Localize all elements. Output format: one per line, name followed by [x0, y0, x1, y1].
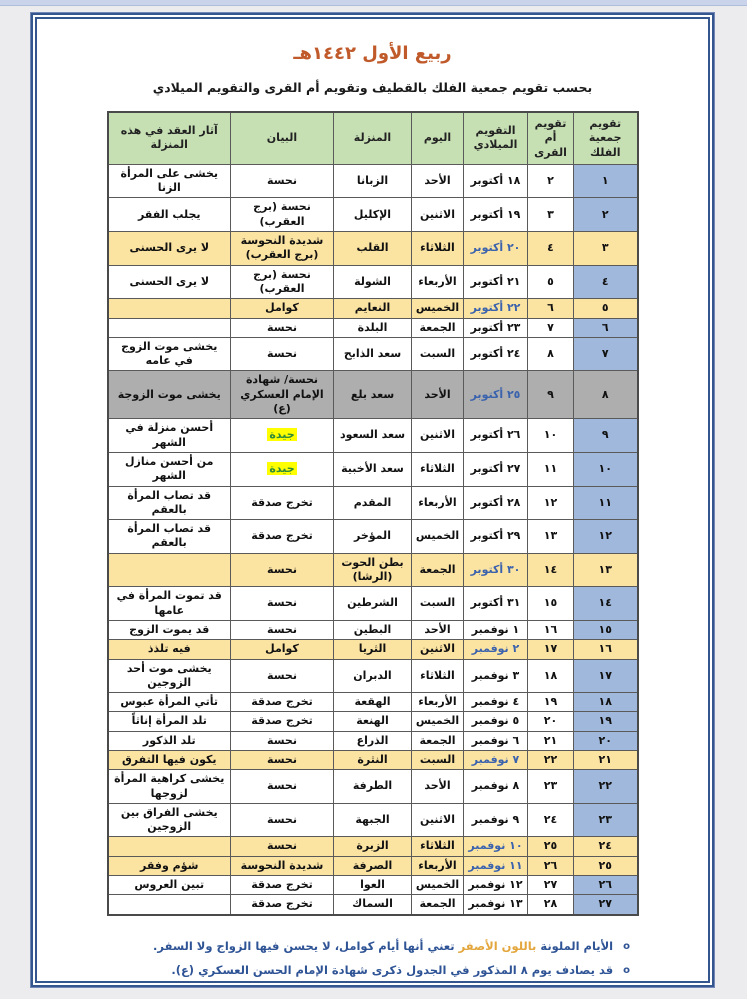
cell-ummalqura-day: ٢٣ [528, 770, 574, 804]
cell-statement: تخرج صدقة [231, 520, 334, 554]
table-row [108, 693, 638, 712]
header-row [108, 112, 638, 164]
table-row [108, 553, 638, 587]
cell-falak-day: ٢١ [574, 750, 638, 769]
column-header-1: تقويم أم القرى [528, 112, 574, 164]
page-edge-strip [0, 0, 747, 6]
cell-lunar-mansion: سعد السعود [334, 419, 412, 453]
table-row [108, 750, 638, 769]
cell-ummalqura-day: ٦ [528, 299, 574, 318]
cell-falak-day: ٧ [574, 337, 638, 371]
cell-statement: شديدة النحوسة (برج العقرب) [231, 232, 334, 266]
cell-lunar-mansion: سعد بلع [334, 371, 412, 419]
cell-weekday: الثلاثاء [412, 452, 464, 486]
cell-lunar-mansion: الصرفة [334, 856, 412, 875]
cell-falak-day: ٢ [574, 198, 638, 232]
table-row [108, 731, 638, 750]
cell-weekday: الثلاثاء [412, 659, 464, 693]
column-header-6: آثار العقد في هذه المنزلة [108, 112, 231, 164]
table-row [108, 299, 638, 318]
cell-statement: شديدة النحوسة [231, 856, 334, 875]
page-subtitle: بحسب تقويم جمعية الفلك بالقطيف وتقويم أم القرى والتقويم الميلادي [152, 80, 593, 95]
cell-falak-day: ٣ [574, 232, 638, 266]
table-row [108, 712, 638, 731]
cell-ummalqura-day: ١٣ [528, 520, 574, 554]
cell-lunar-mansion: البطين [334, 620, 412, 639]
cell-weekday: الأربعاء [412, 856, 464, 875]
table-row [108, 895, 638, 915]
cell-statement: نحسة [231, 750, 334, 769]
cell-marriage-effects: قد تموت المرأة في عامها [108, 587, 231, 621]
highlighted-good-day: جيدة [269, 462, 295, 476]
cell-gregorian-date: ١٩ أكتوبر [464, 198, 528, 232]
cell-ummalqura-day: ٤ [528, 232, 574, 266]
cell-falak-day: ٤ [574, 265, 638, 299]
cell-statement: كوامل [231, 640, 334, 659]
table-row [108, 837, 638, 856]
footnotes [37, 934, 708, 982]
cell-marriage-effects: قد يموت الزوج [108, 620, 231, 639]
cell-weekday: الأربعاء [412, 265, 464, 299]
cell-falak-day: ١٢ [574, 520, 638, 554]
cell-falak-day: ١٤ [574, 587, 638, 621]
cell-lunar-mansion: النعايم [334, 299, 412, 318]
cell-ummalqura-day: ٩ [528, 371, 574, 419]
cell-gregorian-date: ٢٧ أكتوبر [464, 452, 528, 486]
table-row [108, 371, 638, 419]
cell-ummalqura-day: ١٥ [528, 587, 574, 621]
cell-statement: كوامل [231, 299, 334, 318]
cell-lunar-mansion: القلب [334, 232, 412, 266]
cell-falak-day: ٢٤ [574, 837, 638, 856]
cell-statement: نحسة (برج العقرب) [231, 265, 334, 299]
cell-marriage-effects [108, 895, 231, 915]
cell-weekday: الأحد [412, 164, 464, 198]
cell-weekday: السبت [412, 750, 464, 769]
cell-statement: نحسة [231, 337, 334, 371]
cell-ummalqura-day: ١٦ [528, 620, 574, 639]
bullet-icon: o [623, 940, 630, 952]
cell-gregorian-date: ٣ نوفمبر [464, 659, 528, 693]
cell-falak-day: ١٣ [574, 553, 638, 587]
cell-ummalqura-day: ٥ [528, 265, 574, 299]
cell-statement: نحسة [231, 620, 334, 639]
table-row [108, 486, 638, 520]
cell-lunar-mansion: النثرة [334, 750, 412, 769]
footnote-text: قد يصادف يوم ٨ المذكور في الجدول ذكرى شهادة الإمام الحسن العسكري (ع). [171, 962, 614, 977]
cell-gregorian-date: ٢ نوفمبر [464, 640, 528, 659]
table-row [108, 265, 638, 299]
cell-falak-day: ١٥ [574, 620, 638, 639]
cell-gregorian-date: ١٢ نوفمبر [464, 876, 528, 895]
cell-statement: نحسة [231, 553, 334, 587]
cell-falak-day: ١٧ [574, 659, 638, 693]
cell-marriage-effects: شؤم وفقر [108, 856, 231, 875]
cell-statement: نحسة [231, 770, 334, 804]
cell-gregorian-date: ٩ نوفمبر [464, 803, 528, 837]
cell-gregorian-date: ٢٩ أكتوبر [464, 520, 528, 554]
cell-weekday: الاثنين [412, 803, 464, 837]
cell-marriage-effects: يخشى على المرأة الزنا [108, 164, 231, 198]
column-header-3: اليوم [412, 112, 464, 164]
cell-marriage-effects: يخشى الفراق بين الزوجين [108, 803, 231, 837]
cell-marriage-effects: يجلب الفقر [108, 198, 231, 232]
cell-lunar-mansion: الدبران [334, 659, 412, 693]
footnote-imam-day [77, 958, 630, 982]
cell-gregorian-date: ٦ نوفمبر [464, 731, 528, 750]
cell-ummalqura-day: ٢٤ [528, 803, 574, 837]
cell-ummalqura-day: ١٤ [528, 553, 574, 587]
cell-gregorian-date: ١٨ أكتوبر [464, 164, 528, 198]
cell-marriage-effects: يكون فيها التفرق [108, 750, 231, 769]
cell-weekday: الخميس [412, 712, 464, 731]
cell-gregorian-date: ٢٥ أكتوبر [464, 371, 528, 419]
cell-marriage-effects: قد تصاب المرأة بالعقم [108, 486, 231, 520]
cell-marriage-effects [108, 553, 231, 587]
cell-gregorian-date: ٣٠ أكتوبر [464, 553, 528, 587]
cell-lunar-mansion: الهقعة [334, 693, 412, 712]
cell-statement [231, 419, 334, 453]
calendar-table-body [108, 164, 638, 914]
table-row [108, 318, 638, 337]
cell-lunar-mansion: الثريا [334, 640, 412, 659]
footnote-colored-days [77, 934, 630, 958]
cell-ummalqura-day: ١٠ [528, 419, 574, 453]
yellow-color-mention: باللون الأصفر [458, 938, 537, 953]
cell-marriage-effects: يخشى موت أحد الزوجين [108, 659, 231, 693]
cell-ummalqura-day: ٢٢ [528, 750, 574, 769]
cell-statement [231, 452, 334, 486]
cell-statement: نحسة [231, 659, 334, 693]
page-title: ربيع الأول ١٤٤٢هـ [293, 43, 452, 64]
cell-ummalqura-day: ٢٥ [528, 837, 574, 856]
cell-lunar-mansion: الزبرة [334, 837, 412, 856]
cell-gregorian-date: ٧ نوفمبر [464, 750, 528, 769]
cell-ummalqura-day: ٣ [528, 198, 574, 232]
cell-gregorian-date: ٢١ أكتوبر [464, 265, 528, 299]
cell-gregorian-date: ١ نوفمبر [464, 620, 528, 639]
cell-ummalqura-day: ٢٧ [528, 876, 574, 895]
cell-statement: نحسة [231, 318, 334, 337]
cell-marriage-effects: تلد الذكور [108, 731, 231, 750]
cell-falak-day: ٢٦ [574, 876, 638, 895]
cell-weekday: الأحد [412, 371, 464, 419]
cell-weekday: السبت [412, 587, 464, 621]
cell-weekday: الجمعة [412, 553, 464, 587]
cell-lunar-mansion: بطن الحوت (الرشا) [334, 553, 412, 587]
cell-weekday: الأحد [412, 770, 464, 804]
table-row [108, 419, 638, 453]
cell-marriage-effects: أحسن منزلة في الشهر [108, 419, 231, 453]
cell-falak-day: ٨ [574, 371, 638, 419]
cell-falak-day: ٢٢ [574, 770, 638, 804]
table-row [108, 856, 638, 875]
cell-lunar-mansion: الشولة [334, 265, 412, 299]
cell-marriage-effects [108, 837, 231, 856]
cell-falak-day: ٥ [574, 299, 638, 318]
column-header-2: التقويم الميلادي [464, 112, 528, 164]
cell-weekday: الاثنين [412, 198, 464, 232]
cell-statement: نحسة/ شهادة الإمام العسكري (ع) [231, 371, 334, 419]
cell-weekday: الاثنين [412, 640, 464, 659]
cell-weekday: الجمعة [412, 318, 464, 337]
cell-lunar-mansion: البلدة [334, 318, 412, 337]
cell-statement: تخرج صدقة [231, 895, 334, 915]
footnote-text: الأيام الملونة باللون الأصفر تعني أنها أيام كوامل، لا يحسن فيها الزواج ولا السفر. [153, 938, 614, 953]
cell-lunar-mansion: السماك [334, 895, 412, 915]
table-row [108, 876, 638, 895]
cell-falak-day: ١ [574, 164, 638, 198]
cell-marriage-effects [108, 299, 231, 318]
cell-statement: نحسة [231, 803, 334, 837]
table-row [108, 452, 638, 486]
cell-weekday: الأحد [412, 620, 464, 639]
cell-gregorian-date: ١٠ نوفمبر [464, 837, 528, 856]
cell-marriage-effects: من أحسن منازل الشهر [108, 452, 231, 486]
bullet-icon: o [623, 964, 630, 976]
column-header-0: تقويم جمعية الفلك [574, 112, 638, 164]
cell-weekday: السبت [412, 337, 464, 371]
table-row [108, 659, 638, 693]
cell-falak-day: ١٩ [574, 712, 638, 731]
cell-ummalqura-day: ٢٨ [528, 895, 574, 915]
cell-gregorian-date: ٢٨ أكتوبر [464, 486, 528, 520]
cell-falak-day: ٩ [574, 419, 638, 453]
cell-ummalqura-day: ١٧ [528, 640, 574, 659]
cell-lunar-mansion: الإكليل [334, 198, 412, 232]
cell-statement: نحسة [231, 837, 334, 856]
cell-gregorian-date: ٢٦ أكتوبر [464, 419, 528, 453]
cell-weekday: الخميس [412, 876, 464, 895]
cell-falak-day: ١٠ [574, 452, 638, 486]
cell-marriage-effects: يخشى موت الزوج في عامه [108, 337, 231, 371]
cell-statement: تخرج صدقة [231, 693, 334, 712]
cell-weekday: الجمعة [412, 731, 464, 750]
cell-statement: تخرج صدقة [231, 712, 334, 731]
cell-statement: نحسة [231, 587, 334, 621]
calendar-table-header [108, 112, 638, 164]
cell-lunar-mansion: العوا [334, 876, 412, 895]
cell-lunar-mansion: الشرطين [334, 587, 412, 621]
cell-lunar-mansion: الذراع [334, 731, 412, 750]
cell-falak-day: ١٦ [574, 640, 638, 659]
cell-falak-day: ٢٣ [574, 803, 638, 837]
cell-marriage-effects: يخشى موت الزوجة [108, 371, 231, 419]
cell-marriage-effects: يخشى كراهية المرأة لزوجها [108, 770, 231, 804]
cell-statement: نحسة [231, 731, 334, 750]
cell-ummalqura-day: ١٢ [528, 486, 574, 520]
cell-marriage-effects: تبين العروس [108, 876, 231, 895]
cell-falak-day: ١٨ [574, 693, 638, 712]
column-header-4: المنزلة [334, 112, 412, 164]
cell-gregorian-date: ٢٢ أكتوبر [464, 299, 528, 318]
cell-ummalqura-day: ٢١ [528, 731, 574, 750]
table-row [108, 232, 638, 266]
cell-ummalqura-day: ٢٠ [528, 712, 574, 731]
cell-ummalqura-day: ٨ [528, 337, 574, 371]
cell-lunar-mansion: المؤخر [334, 520, 412, 554]
cell-gregorian-date: ٢٣ أكتوبر [464, 318, 528, 337]
cell-statement: تخرج صدقة [231, 876, 334, 895]
cell-falak-day: ٢٧ [574, 895, 638, 915]
cell-falak-day: ٦ [574, 318, 638, 337]
table-row [108, 520, 638, 554]
cell-ummalqura-day: ٢ [528, 164, 574, 198]
cell-gregorian-date: ٥ نوفمبر [464, 712, 528, 731]
table-row [108, 640, 638, 659]
cell-gregorian-date: ٤ نوفمبر [464, 693, 528, 712]
cell-gregorian-date: ٨ نوفمبر [464, 770, 528, 804]
cell-ummalqura-day: ٧ [528, 318, 574, 337]
column-header-5: البيان [231, 112, 334, 164]
cell-weekday: الجمعة [412, 895, 464, 915]
table-row [108, 164, 638, 198]
cell-weekday: الاثنين [412, 419, 464, 453]
cell-ummalqura-day: ٢٦ [528, 856, 574, 875]
cell-gregorian-date: ١١ نوفمبر [464, 856, 528, 875]
table-row [108, 803, 638, 837]
cell-lunar-mansion: سعد الذابح [334, 337, 412, 371]
cell-weekday: الثلاثاء [412, 232, 464, 266]
cell-weekday: الأربعاء [412, 693, 464, 712]
cell-gregorian-date: ٢٤ أكتوبر [464, 337, 528, 371]
cell-gregorian-date: ٢٠ أكتوبر [464, 232, 528, 266]
cell-falak-day: ٢٠ [574, 731, 638, 750]
cell-statement: نحسة (برج العقرب) [231, 198, 334, 232]
cell-marriage-effects: فيه تلذذ [108, 640, 231, 659]
highlighted-good-day: جيدة [269, 428, 295, 442]
cell-weekday: الثلاثاء [412, 837, 464, 856]
table-row [108, 587, 638, 621]
cell-marriage-effects: لا يرى الحسنى [108, 265, 231, 299]
cell-gregorian-date: ١٣ نوفمبر [464, 895, 528, 915]
cell-statement: نحسة [231, 164, 334, 198]
cell-lunar-mansion: الزبانا [334, 164, 412, 198]
cell-weekday: الأربعاء [412, 486, 464, 520]
cell-lunar-mansion: الجبهة [334, 803, 412, 837]
cell-marriage-effects: تلد المرأة إناثاً [108, 712, 231, 731]
cell-ummalqura-day: ١٩ [528, 693, 574, 712]
document-page [31, 13, 714, 987]
cell-gregorian-date: ٣١ أكتوبر [464, 587, 528, 621]
calendar-table [107, 111, 639, 916]
cell-marriage-effects: لا يرى الحسنى [108, 232, 231, 266]
cell-marriage-effects [108, 318, 231, 337]
table-row [108, 198, 638, 232]
cell-marriage-effects: تأتي المرأة عبوس [108, 693, 231, 712]
cell-falak-day: ٢٥ [574, 856, 638, 875]
cell-falak-day: ١١ [574, 486, 638, 520]
table-row [108, 770, 638, 804]
cell-statement: تخرج صدقة [231, 486, 334, 520]
cell-lunar-mansion: الهنعة [334, 712, 412, 731]
table-row [108, 337, 638, 371]
cell-weekday: الخميس [412, 299, 464, 318]
cell-lunar-mansion: سعد الأخبية [334, 452, 412, 486]
cell-marriage-effects: قد تصاب المرأة بالعقم [108, 520, 231, 554]
table-row [108, 620, 638, 639]
cell-ummalqura-day: ١٨ [528, 659, 574, 693]
cell-ummalqura-day: ١١ [528, 452, 574, 486]
cell-lunar-mansion: الطرفة [334, 770, 412, 804]
cell-lunar-mansion: المقدم [334, 486, 412, 520]
cell-weekday: الخميس [412, 520, 464, 554]
